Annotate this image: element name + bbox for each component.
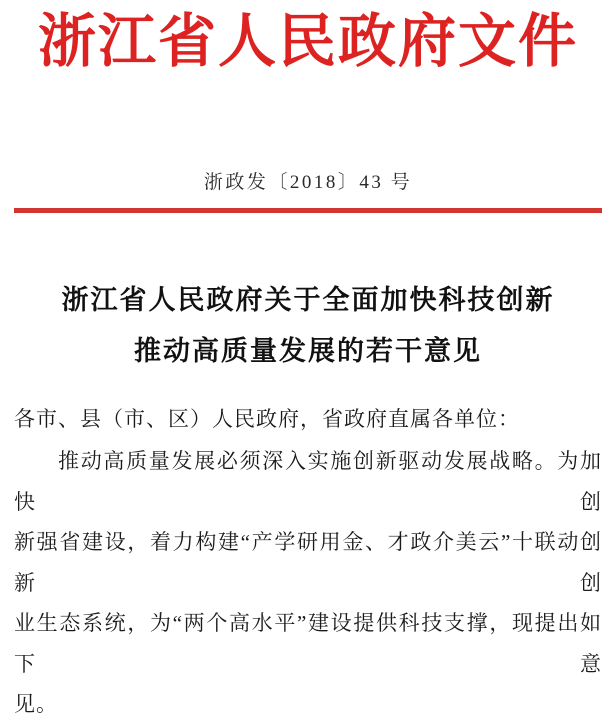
paragraph-line-3: 业生态系统，为“两个高水平”建设提供科技支撑，现提出如下意 [14,611,602,676]
paragraph-line-2: 新强省建设，着力构建“产学研用金、才政介美云”十联动创新创 [14,530,602,595]
red-header-title: 浙江省人民政府文件 [37,9,578,74]
paragraph-line-4: 见。 [14,692,58,716]
document-title [0,275,616,377]
document-number: 浙政发〔2018〕43 号 [203,172,413,193]
document-page [0,6,616,716]
document-title-line-1: 浙江省人民政府关于全面加快科技创新 [61,285,555,315]
paragraph-line-1: 推动高质量发展必须深入实施创新驱动发展战略。为加快创 [14,449,602,514]
document-title-line-2: 推动高质量发展的若干意见 [134,336,482,366]
body-paragraph [14,441,602,725]
red-divider-line [14,208,602,213]
salutation-line: 各市、县（市、区）人民政府，省政府直属各单位： [14,407,520,431]
